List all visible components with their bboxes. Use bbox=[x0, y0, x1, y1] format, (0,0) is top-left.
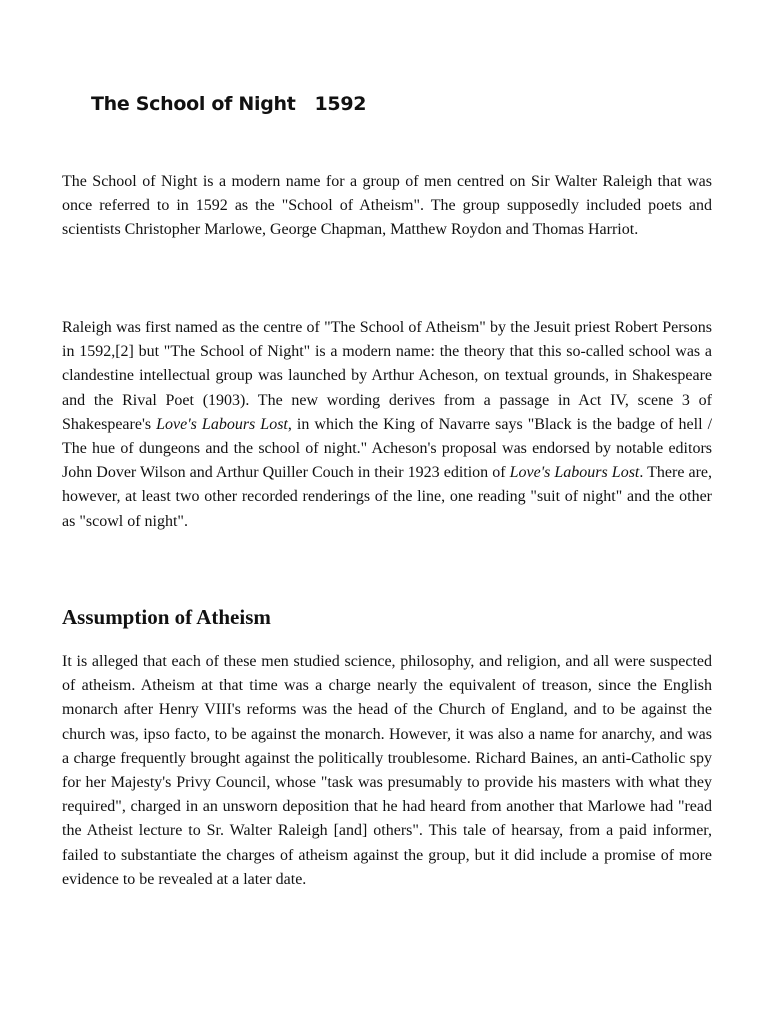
play-title-italic-2: Love's Labours Lost bbox=[509, 464, 640, 482]
atheism-paragraph: It is alleged that each of these men studied science, philosophy, and religion, and all were suspected of atheism. Atheism at that time was a charge nearly the equivalent of treason, since the English monarch after Henry VIII's reforms was the head of the Church of England, and to be against the church was, ipso facto, to be against the monarch. However, it was also a name for anarchy, and was a charge frequently brought against the politically troublesome. Richard Baines, an anti-Catholic spy for her Majesty's Privy Council, whose "task was presumably to provide his masters with what they required", charged in an unsworn deposition that he had heard from another that Marlowe had "read the Atheist lecture to Sr. Walter Raleigh [and] others". This tale of hearsay, from a paid informer, failed to substantiate the charges of atheism against the group, but it did include a promise of more evidence to be revealed at a later date. bbox=[62, 653, 712, 888]
document-title: The School of Night 1592 bbox=[91, 93, 367, 115]
origin-text-part3: . There are, however, at least two other recorded renderings of the line, one reading "suit of night" and the other as "scowl of night". bbox=[62, 464, 713, 530]
play-title-italic: Love's Labours Lost bbox=[156, 415, 288, 433]
intro-paragraph: The School of Night is a modern name for a group of men centred on Sir Walter Raleigh that was once referred to in 1592 as the "School of Atheism". The group supposedly included poets and scientists Christopher Marlowe, George Chapman, Matthew Roydon and Thomas Harriot. bbox=[62, 173, 712, 239]
origin-paragraph bbox=[62, 316, 712, 534]
section-heading: Assumption of Atheism bbox=[62, 605, 271, 629]
origin-text-part1: Raleigh was first named as the centre of "The School of Atheism" by the Jesuit priest Robert Persons in 1592,[2] but "The School of Night" is a modern name: the theory that this so-called school was a clandestine intellectual group was launched by Arthur Acheson, on textual grounds, in Shakespeare and the Rival Poet (1903). The new wording derives from a passage in Act IV, scene 3 of Shakespeare's bbox=[62, 319, 712, 433]
origin-text-part2: , in which the King of Navarre says "Black is the badge of hell / The hue of dungeons and the school of night." Acheson's proposal was endorsed by notable editors John Dover Wilson and Arthur Quiller Couch in their 1923 edition of bbox=[62, 415, 713, 482]
